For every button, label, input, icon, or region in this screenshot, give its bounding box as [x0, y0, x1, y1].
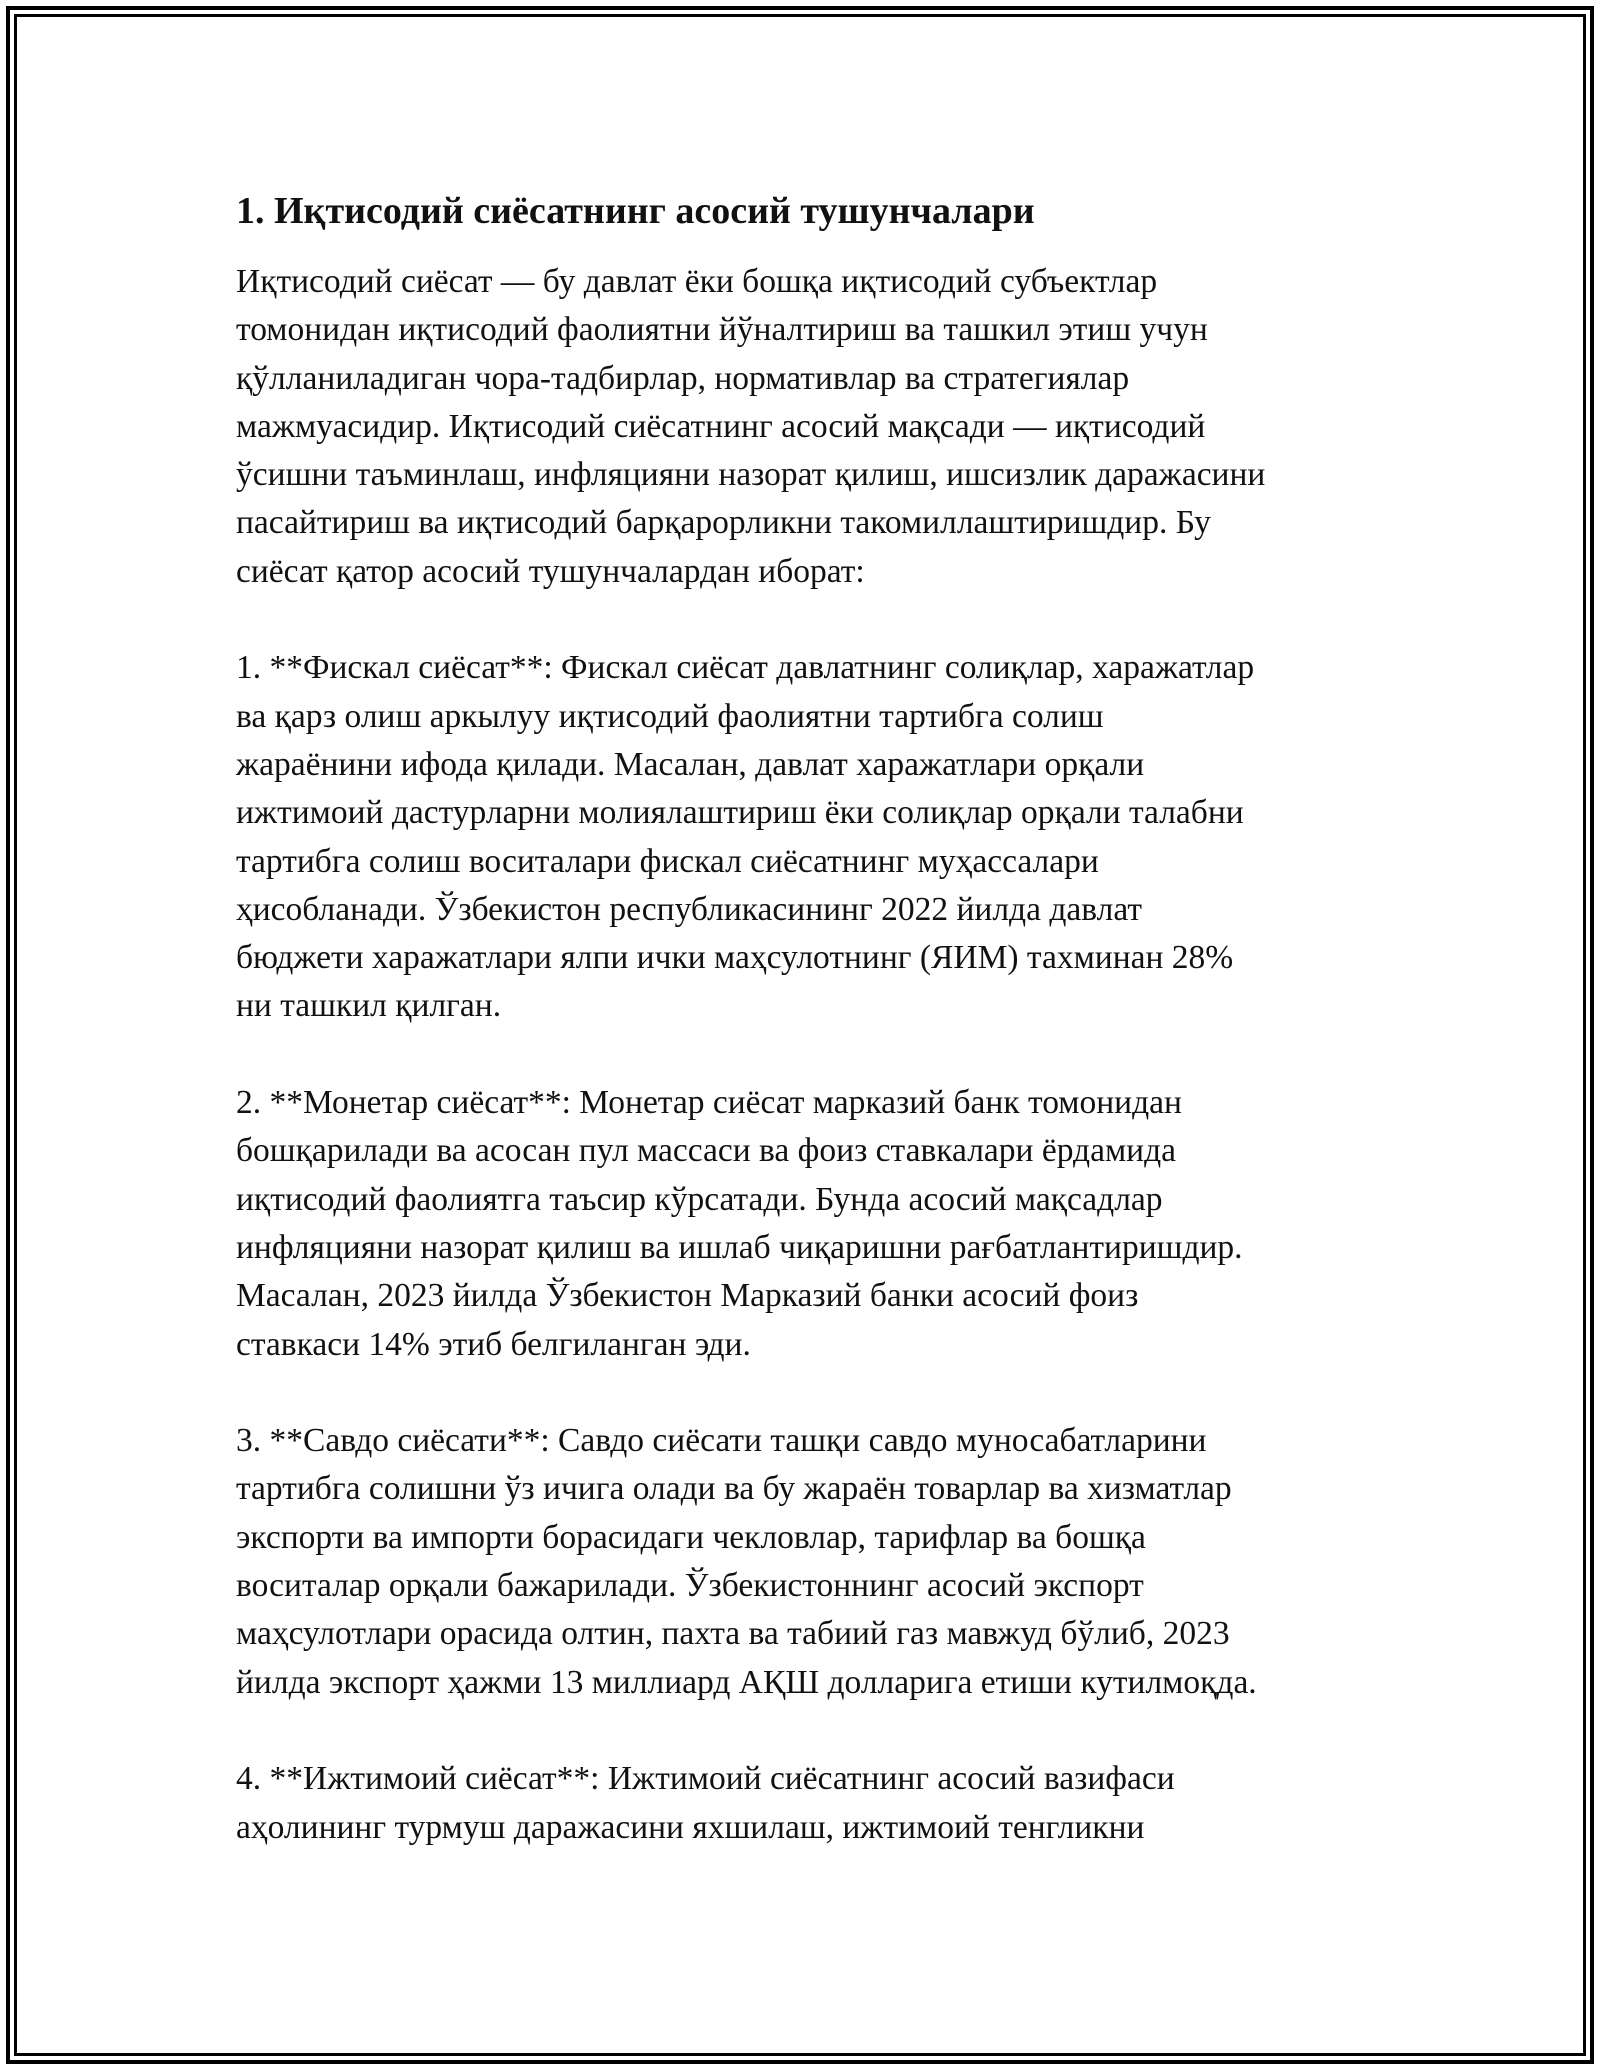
paragraph-gap [236, 1707, 1386, 1755]
text-line: томонидан иқтисодий фаолиятни йўналтириш ва ташкил этиш учун [236, 311, 1208, 349]
text-line: қўлланиладиган чора-тадбирлар, нормативлар ва стратегиялар [236, 359, 1130, 397]
text-line: маҳсулотлари орасида олтин, пахта ва табиий газ мавжуд бўлиб, 2023 [236, 1615, 1230, 1653]
paragraph-gap [236, 596, 1386, 644]
list-item-trade-policy [236, 1417, 1386, 1707]
text-line: тартибга солиш воситалари фискал сиёсатнинг муҳассалари [236, 842, 1099, 880]
text-line: ўсишни таъминлаш, инфляцияни назорат қилиш, ишсизлик даражасини [236, 456, 1266, 494]
paragraph-gap [236, 1369, 1386, 1417]
text-line: 4. **Ижтимоий сиёсат**: Ижтимоий сиёсатнинг асосий вазифаси [236, 1760, 1175, 1798]
text-line: ҳисобланади. Ўзбекистон республикасининг 2022 йилда давлат [236, 890, 1142, 928]
intro-paragraph [236, 258, 1386, 596]
list-item-social-policy [236, 1755, 1386, 1852]
text-line: воситалар орқали бажарилади. Ўзбекистоннинг асосий экспорт [236, 1567, 1144, 1605]
list-item-fiscal-policy [236, 644, 1386, 1030]
text-line: пасайтириш ва иқтисодий барқарорликни такомиллаштиришдир. Бу [236, 504, 1211, 542]
list-item-monetary-policy [236, 1079, 1386, 1369]
text-line: аҳолининг турмуш даражасини яхшилаш, ижтимоий тенгликни [236, 1808, 1145, 1846]
document-page [236, 186, 1386, 1852]
text-line: 2. **Монетар сиёсат**: Монетар сиёсат марказий банк томонидан [236, 1084, 1182, 1122]
text-line: тартибга солишни ўз ичига олади ва бу жараён товарлар ва хизматлар [236, 1470, 1232, 1508]
text-line: ни ташкил қилган. [236, 987, 502, 1025]
document-body [236, 258, 1386, 1852]
text-line: Масалан, 2023 йилда Ўзбекистон Марказий банки асосий фоиз [236, 1277, 1139, 1315]
text-line: инфляцияни назорат қилиш ва ишлаб чиқаришни рағбатлантиришдир. [236, 1228, 1243, 1266]
document-title: 1. Иқтисодий сиёсатнинг асосий тушунчалари [236, 190, 1035, 232]
text-line: иқтисодий фаолиятга таъсир кўрсатади. Бунда асосий мақсадлар [236, 1180, 1163, 1218]
text-line: 3. **Савдо сиёсати**: Савдо сиёсати ташқи савдо муносабатларини [236, 1422, 1207, 1460]
text-line: экспорти ва импорти борасидаги чекловлар, тарифлар ва бошқа [236, 1518, 1146, 1556]
text-line: сиёсат қатор асосий тушунчалардан иборат: [236, 552, 865, 590]
text-line: 1. **Фискал сиёсат**: Фискал сиёсат давлатнинг солиқлар, харажатлар [236, 649, 1255, 687]
text-line: йилда экспорт ҳажми 13 миллиард АҚШ долларига етиши кутилмоқда. [236, 1663, 1257, 1701]
text-line: мажмуасидир. Иқтисодий сиёсатнинг асосий мақсади — иқтисодий [236, 407, 1206, 445]
text-line: ставкаси 14% этиб белгиланган эди. [236, 1325, 751, 1363]
text-line: ижтимоий дастурларни молиялаштириш ёки солиқлар орқали талабни [236, 794, 1244, 832]
text-line: ва қарз олиш аркылуу иқтисодий фаолиятни тартибга солиш [236, 697, 1104, 735]
text-line: Иқтисодий сиёсат — бу давлат ёки бошқа иқтисодий субъектлар [236, 263, 1158, 300]
text-line: бюджети харажатлари ялпи ички маҳсулотнинг (ЯИМ) тахминан 28% [236, 939, 1234, 977]
text-line: жараёнини ифода қилади. Масалан, давлат харажатлари орқали [236, 745, 1145, 783]
text-line: бошқарилади ва асосан пул массаси ва фоиз ставкалари ёрдамида [236, 1132, 1176, 1170]
paragraph-gap [236, 1031, 1386, 1079]
